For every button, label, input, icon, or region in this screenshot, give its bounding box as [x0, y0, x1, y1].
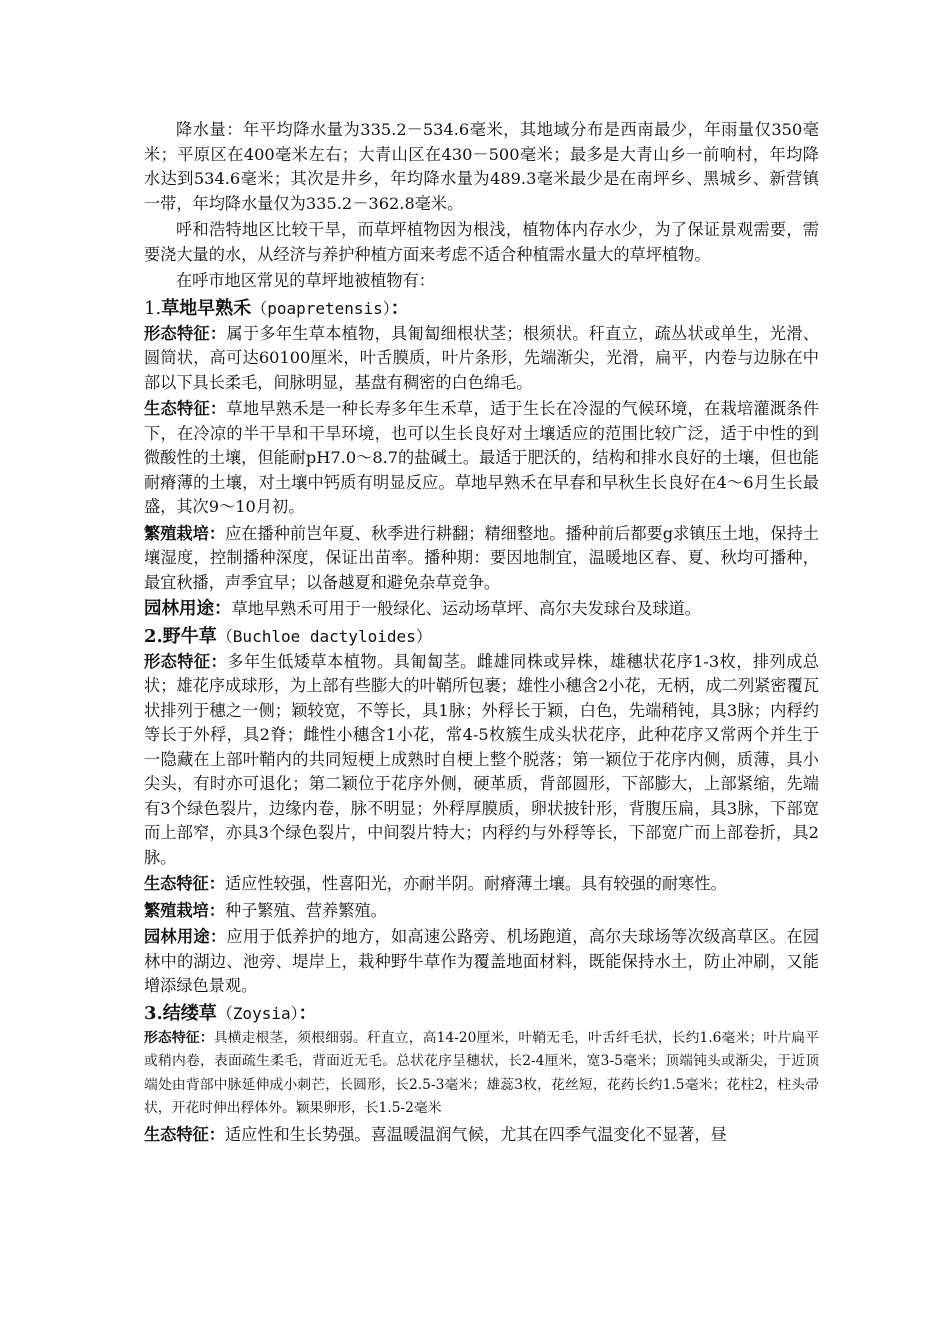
paragraph-intro: 在呼市地区常见的草坪地被植物有： — [176, 271, 435, 290]
section-number: 3. — [144, 1002, 163, 1024]
item-label: 园林用途： — [144, 599, 232, 619]
item-text: 草地早熟禾是一种长寿多年生禾草，适于生长在冷湿的气候环境，在栽培灌溉条件下，在冷凉的半干旱和干旱环境，也可以生长良好对土壤适应的范围比较广泛，适于中性的到微酸性的土壤，但能耐pH7.0～8.7的盐碱土。最适于肥沃的，结构和排水良好的土壤，但也能耐瘠薄的土壤，对土壤中钙质有明显反应。草地早熟禾在早春和早秋生长良好在4～6月生长最盛，其次9～10月初。 — [144, 399, 820, 516]
landscape-use-paragraph — [144, 597, 819, 622]
section-title: 野牛草 — [162, 625, 217, 647]
item-text: 草地早熟禾可用于一般绿化、运动场草坪、高尔夫发球台及球道。 — [231, 599, 701, 618]
landscape-use-paragraph — [144, 925, 819, 999]
item-label: 生态特征： — [144, 399, 227, 418]
item-text: 适应性和生长势强。喜温暖温润气候，尤其在四季气温变化不显著，昼 — [224, 1124, 727, 1144]
cultivation-paragraph — [144, 522, 819, 596]
section-latin-name: （Buchloe dactyloides） — [216, 626, 432, 646]
section-title: 结缕草 — [162, 1002, 217, 1024]
item-label: 生态特征： — [144, 874, 225, 893]
item-text: 应在播种前岂年夏、秋季进行耕翻；精细整地。播种前后都要g求镇压土地，保持土壤湿度，控制播种深度，保证出苗率。播种期：要因地制宜，温暖地区春、夏、秋均可播种，最宜秋播，声季宜早；以备越夏和避免杂草竞争。 — [144, 523, 819, 592]
item-text: 适应性较强，性喜阳光，亦耐半阴。耐瘠薄土壤。具有较强的耐寒性。 — [224, 874, 727, 893]
paragraph-rainfall: 降水量：年平均降水量为335.2－534.6毫米，其地域分布是西南最少，年雨量仅350毫米；平原区在400毫米左右；大青山区在430－500毫米；最多是大青山乡一前响村，年均降水达到534.6毫米；其次是井乡，年均降水量为489.3毫米最少是在南坪乡、黑城乡、新营镇一带，年均降水量仅为335.2－362.8毫米。 — [144, 120, 819, 213]
section-latin-name: （Zoysia） — [216, 1003, 299, 1023]
ecology-paragraph — [144, 397, 819, 520]
paragraph-drought: 呼和浩特地区比较干旱，而草坪植物因为根浅，植物体内存水少，为了保证景观需要，需要浇大量的水，从经济与养护种植方面来考虑不适合种植需水量大的草坪植物。 — [144, 220, 819, 264]
item-label: 形态特征： — [144, 651, 228, 671]
ecology-paragraph — [144, 872, 819, 897]
item-text: 种子繁殖、营养繁殖。 — [224, 900, 387, 920]
section-latin-name: （poapretensis） — [251, 298, 391, 318]
item-label: 繁殖栽培： — [144, 900, 225, 920]
section-suffix: ： — [298, 1002, 317, 1024]
section-number: 1. — [144, 297, 162, 319]
morphology-paragraph — [144, 1027, 819, 1121]
morphology-paragraph — [144, 322, 819, 396]
item-label: 形态特征： — [144, 1029, 214, 1046]
item-text: 具横走根茎，须根细弱。秆直立，高14-20厘米，叶鞘无毛，叶舌纤毛状，长约1.6毫米；叶片扁平或稍内卷，表面疏生柔毛，背面近无毛。总状花序呈穗状，长2-4厘米，宽3-5毫米；顶端钝头或渐尖，于近顶端处由背部中脉延伸成小刺芒，长圆形，长2.5-3毫米；雄蕊3枚，花丝短，花药长约1.5毫米；花柱2，柱头帚状，开花时伸出稃体外。颖果卵形，长1.5-2毫米 — [144, 1029, 820, 1116]
ecology-paragraph — [144, 1123, 819, 1148]
item-text: 属于多年生草本植物，具匍匐细根状茎；根须状。秆直立，疏丛状或单生，光滑、圆筒状，高可达60100厘米，叶舌膜质，叶片条形，先端渐尖，光滑，扁平，内卷与边脉在中部以下具长柔毛，间脉明显，基盘有稠密的白色绵毛。 — [144, 323, 820, 392]
item-text: 应用于低养护的地方，如高速公路旁、机场跑道，高尔夫球场等次级高草区。在园林中的湖边、池旁、堤岸上，栽种野牛草作为覆盖地面材料，既能保持水土，防止冲刷，又能增添绿色景观。 — [144, 927, 820, 995]
section-suffix: ： — [390, 297, 409, 319]
section-buffalo-grass — [144, 624, 819, 999]
item-label: 形态特征： — [144, 323, 227, 343]
section-heading — [144, 1001, 819, 1027]
section-kentucky-bluegrass — [144, 296, 819, 622]
cultivation-paragraph — [144, 899, 819, 924]
item-label: 生态特征： — [144, 1124, 225, 1144]
document-body — [144, 118, 819, 1149]
section-heading — [144, 624, 819, 650]
section-heading — [144, 296, 819, 322]
section-zoysia — [144, 1001, 819, 1148]
item-label: 繁殖栽培： — [144, 523, 226, 543]
section-title: 草地早熟禾 — [161, 297, 252, 319]
section-number: 2. — [144, 625, 163, 647]
item-label: 园林用途： — [144, 927, 227, 946]
morphology-paragraph — [144, 650, 819, 871]
item-text: 多年生低矮草本植物。具匍匐茎。雌雄同株或异株，雄穗状花序1-3枚，排列成总状；雄花序成球形，为上部有些膨大的叶鞘所包裹；雄性小穗含2小花，无柄，成二列紧密覆瓦状排列于穗之一侧；颖较宽，不等长，具1脉；外稃长于颖，白色，先端稍钝，具3脉；内稃约等长于外稃，具2脊；雌性小穗含1小花，常4-5枚簇生成头状花序，此种花序又常两个并生于一隐藏在上部叶鞘内的共同短梗上成熟时自梗上整个脱落；第一颖位于花序内侧，质薄，具小尖头，有时亦可退化；第二颖位于花序外侧，硬革质，背部圆形，下部膨大，上部紧缩，先端有3个绿色裂片，边缘内卷，脉不明显；外稃厚膜质，卵状披针形，背腹压扁，具3脉，下部宽而上部窄，亦具3个绿色裂片，中间裂片特大；内稃约与外稃等长，下部宽广而上部卷折，具2脉。 — [144, 651, 819, 867]
